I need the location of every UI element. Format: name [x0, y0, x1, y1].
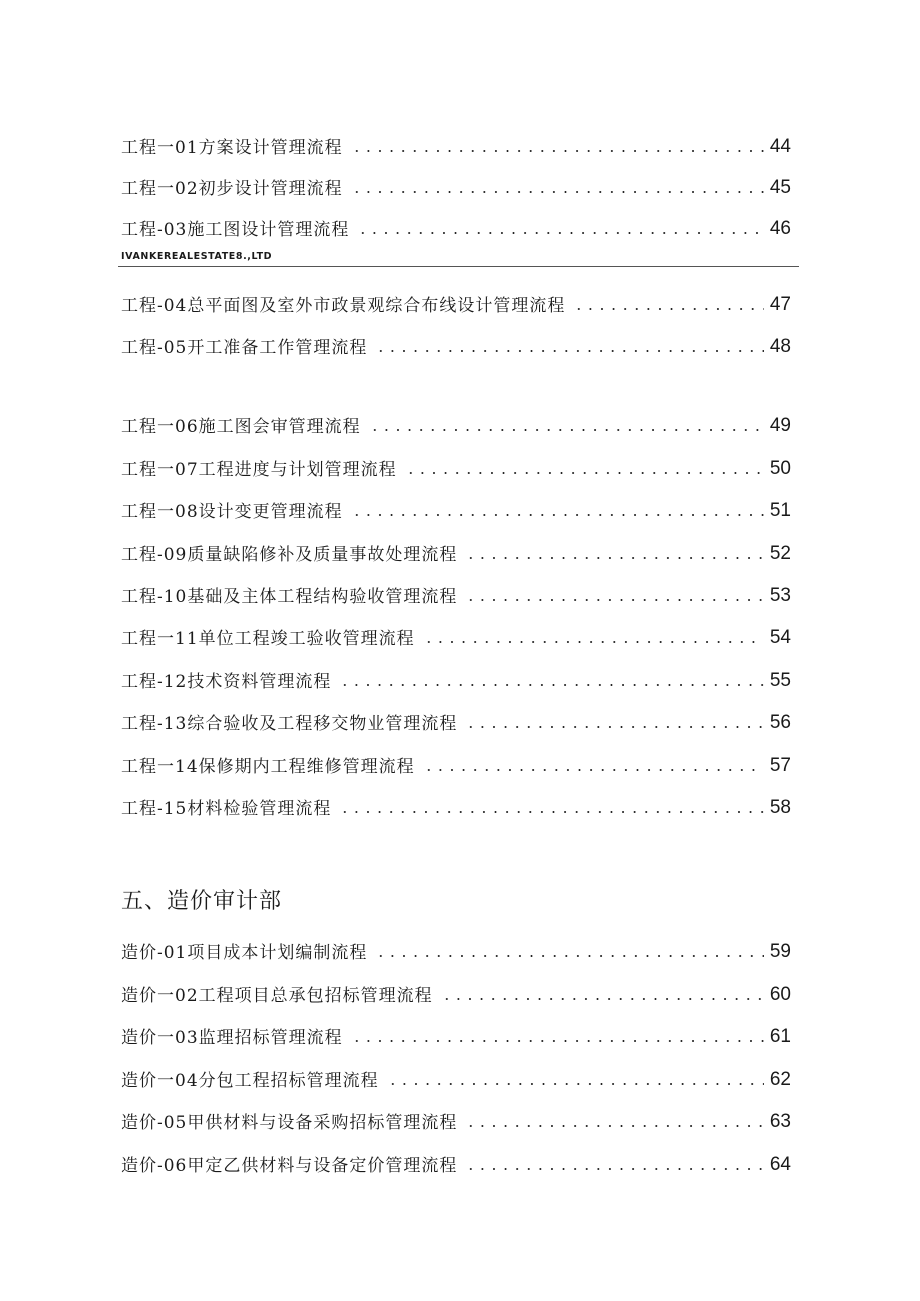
toc-entry-title: 工程-10基础及主体工程结构验收管理流程: [121, 587, 458, 607]
dot-leader: [465, 726, 763, 728]
toc-entry-title: 造价一04分包工程招标管理流程: [121, 1071, 379, 1091]
toc-entry-e09[interactable]: [121, 537, 791, 565]
toc-entry-e13[interactable]: [121, 706, 791, 734]
dot-leader: [351, 1040, 764, 1042]
toc-entry-page: 62: [769, 1069, 791, 1090]
toc-entry-page: 45: [769, 177, 791, 198]
toc-entry-e07[interactable]: [121, 452, 791, 480]
toc-entry-page: 61: [769, 1026, 791, 1047]
toc-entry-c01[interactable]: [121, 935, 791, 963]
dot-leader: [465, 557, 763, 559]
toc-entry-c04[interactable]: [121, 1063, 791, 1091]
toc-entry-page: 52: [769, 543, 791, 564]
dot-leader: [465, 1168, 763, 1170]
toc-entry-page: 53: [769, 585, 791, 606]
dot-leader: [423, 641, 764, 643]
toc-entry-e04[interactable]: [121, 288, 791, 316]
toc-entry-title: 工程一11单位工程竣工验收管理流程: [121, 629, 415, 649]
toc-entry-e03[interactable]: [121, 212, 791, 240]
toc-entry-page: 58: [769, 797, 791, 818]
toc-entry-title: 造价一03监理招标管理流程: [121, 1028, 343, 1048]
toc-entry-c06[interactable]: [121, 1148, 791, 1176]
toc-entry-e02[interactable]: [121, 171, 791, 199]
toc-entry-page: 63: [769, 1111, 791, 1132]
toc-entry-title: 工程一02初步设计管理流程: [121, 179, 343, 199]
toc-entry-c02[interactable]: [121, 978, 791, 1006]
dot-leader: [441, 998, 764, 1000]
toc-entry-page: 56: [769, 712, 791, 733]
toc-entry-title: 造价-06甲定乙供材料与设备定价管理流程: [121, 1156, 458, 1176]
toc-entry-title: 造价-01项目成本计划编制流程: [121, 943, 368, 963]
toc-entry-e06[interactable]: [121, 409, 791, 437]
dot-leader: [339, 811, 763, 813]
toc-entry-title: 工程一01方案设计管理流程: [121, 138, 343, 158]
running-header: IVANKEREALESTATE8.,LTD: [121, 251, 273, 262]
toc-entry-page: 46: [769, 218, 791, 239]
toc-entry-page: 57: [769, 755, 791, 776]
toc-entry-title: 工程-13综合验收及工程移交物业管理流程: [121, 714, 458, 734]
toc-entry-title: 工程-09质量缺陷修补及质量事故处理流程: [121, 545, 458, 565]
dot-leader: [423, 769, 764, 771]
dot-leader: [573, 308, 763, 310]
toc-entry-e14[interactable]: [121, 749, 791, 777]
dot-leader: [351, 150, 764, 152]
toc-entry-e10[interactable]: [121, 579, 791, 607]
toc-entry-title: 工程一06施工图会审管理流程: [121, 417, 361, 437]
toc-entry-page: 44: [769, 136, 791, 157]
toc-entry-page: 59: [769, 941, 791, 962]
toc-entry-title: 工程一08设计变更管理流程: [121, 502, 343, 522]
toc-entry-title: 工程一14保修期内工程维修管理流程: [121, 757, 415, 777]
toc-entry-page: 64: [769, 1154, 791, 1175]
toc-entry-e01[interactable]: [121, 130, 791, 158]
toc-entry-title: 造价-05甲供材料与设备采购招标管理流程: [121, 1113, 458, 1133]
toc-entry-c05[interactable]: [121, 1105, 791, 1133]
toc-entry-e12[interactable]: [121, 664, 791, 692]
toc-entry-page: 60: [769, 984, 791, 1005]
toc-entry-page: 47: [769, 294, 791, 315]
dot-leader: [339, 684, 763, 686]
dot-leader: [357, 232, 763, 234]
header-rule: [118, 266, 799, 267]
toc-entry-title: 工程-12技术资料管理流程: [121, 672, 332, 692]
toc-entry-page: 48: [769, 336, 791, 357]
dot-leader: [375, 955, 763, 957]
toc-entry-page: 50: [769, 458, 791, 479]
toc-entry-title: 工程一07工程进度与计划管理流程: [121, 460, 397, 480]
toc-entry-page: 51: [769, 500, 791, 521]
section-heading: 五、造价审计部: [121, 889, 283, 914]
toc-entry-e08[interactable]: [121, 494, 791, 522]
toc-entry-page: 54: [769, 627, 791, 648]
toc-entry-e15[interactable]: [121, 791, 791, 819]
dot-leader: [351, 514, 764, 516]
dot-leader: [351, 191, 764, 193]
toc-entry-title: 造价一02工程项目总承包招标管理流程: [121, 986, 433, 1006]
dot-leader: [465, 599, 763, 601]
toc-entry-title: 工程-04总平面图及室外市政景观综合布线设计管理流程: [121, 296, 566, 316]
toc-entry-e11[interactable]: [121, 621, 791, 649]
toc-entry-title: 工程-15材料检验管理流程: [121, 799, 332, 819]
toc-entry-page: 49: [769, 415, 791, 436]
dot-leader: [375, 350, 763, 352]
toc-entry-title: 工程-03施工图设计管理流程: [121, 220, 350, 240]
dot-leader: [369, 429, 764, 431]
dot-leader: [387, 1083, 764, 1085]
dot-leader: [405, 472, 764, 474]
dot-leader: [465, 1125, 763, 1127]
toc-entry-e05[interactable]: [121, 330, 791, 358]
toc-entry-c03[interactable]: [121, 1020, 791, 1048]
toc-entry-page: 55: [769, 670, 791, 691]
toc-entry-title: 工程-05开工准备工作管理流程: [121, 338, 368, 358]
